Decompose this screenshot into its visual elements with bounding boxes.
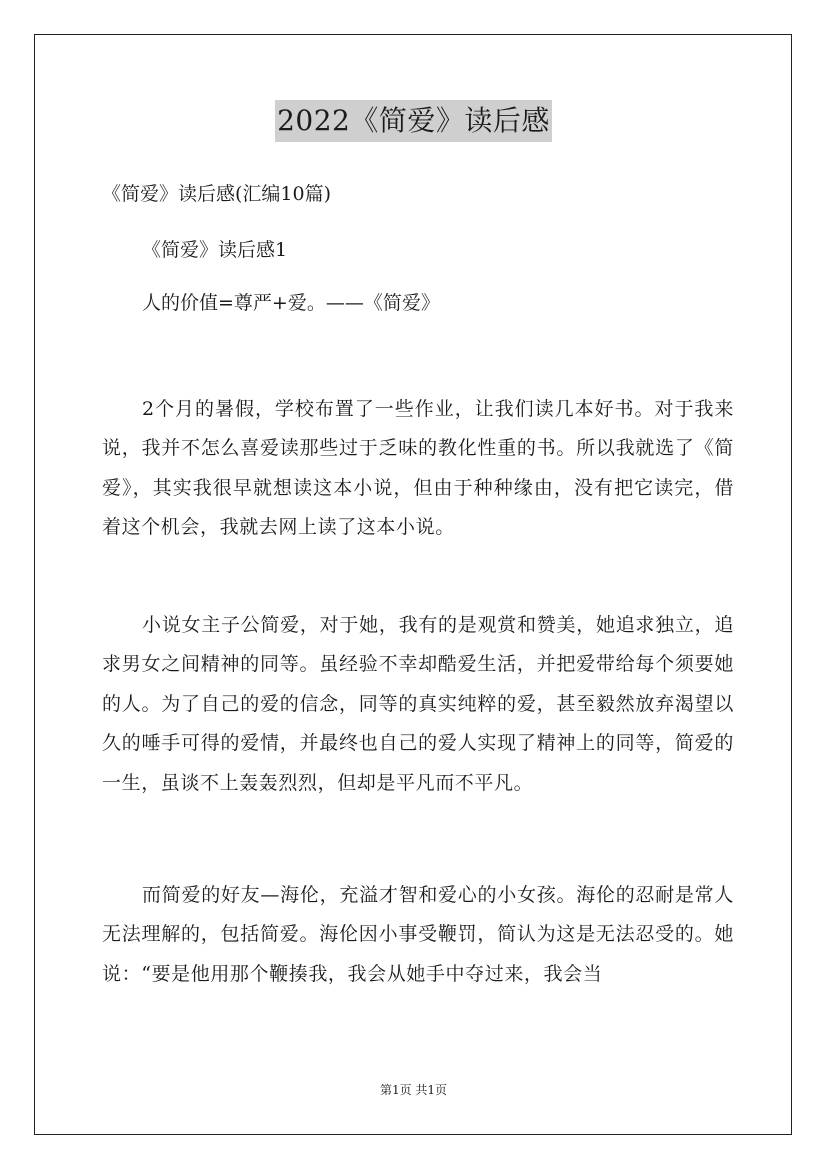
body-paragraph-1: 2个月的暑假，学校布置了一些作业，让我们读几本好书。对于我来说，我并不怎么喜爱读那些过于乏味的教化性重的书。所以我就选了《简爱》，其实我很早就想读这本小说，但由于种种缘由，没有把它读完，借着这个机会，我就去网上读了这本小说。	[102, 398, 734, 539]
page-footer: 第1页 共1页	[379, 1083, 448, 1097]
document-title-wrapper	[0, 100, 827, 142]
document-title: 2022《简爱》读后感	[275, 100, 552, 142]
document-subtitle: 《简爱》读后感(汇编10篇)	[102, 183, 332, 205]
epigraph-quote: 人的价值=尊严+爱。——《简爱》	[142, 292, 440, 314]
section-heading: 《简爱》读后感1	[142, 239, 288, 261]
body-paragraph-3: 而简爱的好友—海伦，充溢才智和爱心的小女孩。海伦的忍耐是常人无法理解的，包括简爱。海伦因小事受鞭罚，简认为这是无法忍受的。她说：“要是他用那个鞭揍我，我会从她手中夺过来，我会当	[102, 884, 734, 985]
body-paragraph-2: 小说女主子公简爱，对于她，我有的是观赏和赞美，她追求独立，追求男女之间精神的同等。虽经验不幸却酷爱生活，并把爱带给每个须要她的人。为了自己的爱的信念，同等的真实纯粹的爱，甚至毅然放弃渴望以久的唾手可得的爱情，并最终也自己的爱人实现了精神上的同等，简爱的一生，虽谈不上轰轰烈烈，但却是平凡而不平凡。	[102, 614, 734, 794]
